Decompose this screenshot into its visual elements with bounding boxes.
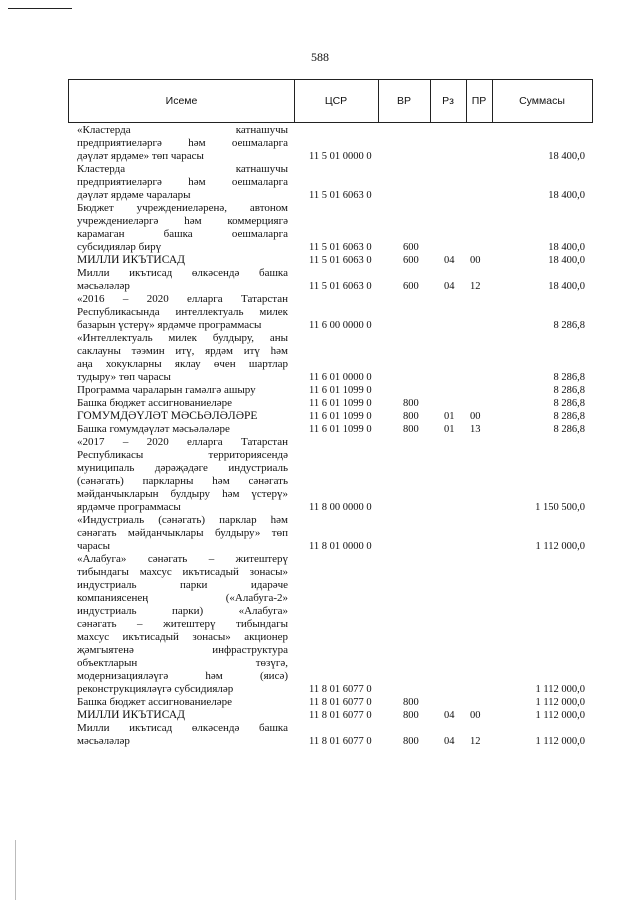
table-row xyxy=(0,163,640,202)
row-name xyxy=(77,384,288,397)
row-name-line: предприятиеләргә һәм оешмаларга xyxy=(77,137,288,149)
row-rz: 01 xyxy=(444,424,455,435)
row-name-line: махсус икътисадый зонасы» акционер xyxy=(77,631,288,643)
row-name-line: МИЛЛИ ИКЪТИСАД xyxy=(77,709,185,721)
row-csr: 11 8 01 6077 0 xyxy=(309,710,372,721)
row-name xyxy=(77,410,288,423)
table-row xyxy=(0,293,640,332)
table-row xyxy=(0,202,640,254)
row-name-line: индустриаль парки) «Алабуга» xyxy=(77,605,288,617)
row-csr: 11 8 01 6077 0 xyxy=(309,697,372,708)
row-name-line: предприятиеләргә һәм оешмаларга xyxy=(77,176,288,188)
table-row xyxy=(0,397,640,410)
row-csr: 11 8 00 0000 0 xyxy=(309,502,372,513)
row-name-line: сәнәгать мәйданчыклары булдыру» төп xyxy=(77,527,288,539)
margin-mark xyxy=(15,840,16,900)
row-name-line: Республикасы территориясендә xyxy=(77,449,288,461)
row-name xyxy=(77,254,288,267)
row-name-line: чарасы xyxy=(77,540,111,552)
row-name-line: Башка бюджет ассигнованиеләре xyxy=(77,696,232,708)
table-row xyxy=(0,722,640,748)
row-sum: 1 112 000,0 xyxy=(535,697,585,708)
row-name-line: объектларын төзүгә, xyxy=(77,657,288,669)
row-sum: 18 400,0 xyxy=(548,242,585,253)
row-vr: 600 xyxy=(403,242,419,253)
row-csr: 11 5 01 6063 0 xyxy=(309,281,372,292)
row-csr: 11 5 01 0000 0 xyxy=(309,151,372,162)
row-name-line: карамаган башка оешмаларга xyxy=(77,228,288,240)
row-csr: 11 6 01 0000 0 xyxy=(309,372,372,383)
row-pr: 12 xyxy=(470,281,481,292)
row-name-line: тудыру» төп чарасы xyxy=(77,371,171,383)
row-name-line: тибындагы махсус икътисадый зонасы» xyxy=(77,566,288,578)
row-sum: 18 400,0 xyxy=(548,190,585,201)
row-csr: 11 6 01 1099 0 xyxy=(309,424,372,435)
row-name-line: индустриаль парки идарәче xyxy=(77,579,288,591)
header-vr: ВР xyxy=(378,80,431,122)
row-csr: 11 8 01 0000 0 xyxy=(309,541,372,552)
row-name-line: ярдәмче программасы xyxy=(77,501,181,513)
row-name-line: дәүләт ярдәме чаралары xyxy=(77,189,191,201)
table-row xyxy=(0,267,640,293)
row-sum: 1 112 000,0 xyxy=(535,710,585,721)
row-name-line: Милли икътисад өлкәсендә башка xyxy=(77,267,288,279)
row-name xyxy=(77,696,288,709)
row-csr: 11 5 01 6063 0 xyxy=(309,190,372,201)
row-name-line: Башка гомумдәүләт мәсьәләләре xyxy=(77,423,230,435)
row-vr: 800 xyxy=(403,398,419,409)
row-name xyxy=(77,722,288,748)
row-sum: 18 400,0 xyxy=(548,255,585,266)
header-name: Исеме xyxy=(69,80,295,122)
row-sum: 8 286,8 xyxy=(553,372,585,383)
row-name-line: «Индустриаль (сәнәгать) парклар һәм xyxy=(77,514,288,526)
row-name-line: аңа хокукларны яклау өчен шартлар xyxy=(77,358,288,370)
row-name-line: (сәнәгать) паркларны һәм сәнәгать xyxy=(77,475,288,487)
row-name xyxy=(77,124,288,163)
row-vr: 800 xyxy=(403,697,419,708)
row-name-line: базарын үстерү» ярдәмче программасы xyxy=(77,319,262,331)
row-name xyxy=(77,163,288,202)
row-name xyxy=(77,332,288,384)
row-rz: 04 xyxy=(444,736,455,747)
row-name-line: «2017 – 2020 елларга Татарстан xyxy=(77,436,288,448)
row-name xyxy=(77,397,288,410)
table-row xyxy=(0,254,640,267)
row-sum: 1 112 000,0 xyxy=(535,541,585,552)
row-name xyxy=(77,709,288,722)
row-sum: 8 286,8 xyxy=(553,385,585,396)
header-sum: Суммасы xyxy=(519,95,565,107)
row-name-line: Республикасында интеллектуаль милек xyxy=(77,306,288,318)
row-name xyxy=(77,553,288,696)
row-sum: 8 286,8 xyxy=(553,411,585,422)
row-rz: 04 xyxy=(444,255,455,266)
page-number: 588 xyxy=(311,50,329,64)
row-name-line: модернизацияләүгә һәм (яисә) xyxy=(77,670,288,682)
row-sum: 8 286,8 xyxy=(553,320,585,331)
row-vr: 800 xyxy=(403,710,419,721)
table-row xyxy=(0,436,640,514)
row-sum: 8 286,8 xyxy=(553,424,585,435)
row-pr: 13 xyxy=(470,424,481,435)
header-pr: ПР xyxy=(466,80,493,122)
row-vr: 800 xyxy=(403,411,419,422)
row-csr: 11 6 01 1099 0 xyxy=(309,411,372,422)
row-pr: 00 xyxy=(470,255,481,266)
row-name-line: учреждениеләргә һәм коммерциягә xyxy=(77,215,288,227)
table-row xyxy=(0,514,640,553)
row-name-line: дәүләт ярдәме» төп чарасы xyxy=(77,150,204,162)
row-sum: 1 150 500,0 xyxy=(535,502,585,513)
row-rz: 04 xyxy=(444,281,455,292)
row-name-line: саклауны тәэмин итү, ярдәм итү һәм xyxy=(77,345,288,357)
table-row xyxy=(0,553,640,696)
table-row xyxy=(0,696,640,709)
table-row xyxy=(0,384,640,397)
row-pr: 12 xyxy=(470,736,481,747)
row-rz: 04 xyxy=(444,710,455,721)
row-sum: 18 400,0 xyxy=(548,281,585,292)
row-sum: 8 286,8 xyxy=(553,398,585,409)
row-name-line: субсидияләр бирү xyxy=(77,241,162,253)
row-sum: 18 400,0 xyxy=(548,151,585,162)
row-name-line: «Кластерда катнашучы xyxy=(77,124,288,136)
row-vr: 800 xyxy=(403,424,419,435)
row-name-line: компаниясенең («Алабуга-2» xyxy=(77,592,288,604)
row-name-line: «Интеллектуаль милек булдыру, аны xyxy=(77,332,288,344)
row-name-line: Кластерда катнашучы xyxy=(77,163,288,175)
row-name-line: мәсьәләләр xyxy=(77,280,130,292)
row-vr: 600 xyxy=(403,281,419,292)
row-rz: 01 xyxy=(444,411,455,422)
row-name xyxy=(77,436,288,514)
row-name-line: «2016 – 2020 елларга Татарстан xyxy=(77,293,288,305)
row-name xyxy=(77,202,288,254)
row-name xyxy=(77,514,288,553)
table-row xyxy=(0,124,640,163)
table-row xyxy=(0,332,640,384)
row-name xyxy=(77,423,288,436)
row-csr: 11 6 01 1099 0 xyxy=(309,385,372,396)
row-csr: 11 5 01 6063 0 xyxy=(309,242,372,253)
row-name-line: Милли икътисад өлкәсендә башка xyxy=(77,722,288,734)
header-csr: ЦСР xyxy=(294,80,379,122)
row-name-line: Башка бюджет ассигнованиеләре xyxy=(77,397,232,409)
row-name xyxy=(77,293,288,332)
row-csr: 11 5 01 6063 0 xyxy=(309,255,372,266)
table-row xyxy=(0,423,640,436)
row-name xyxy=(77,267,288,293)
row-name-line: Бюджет учреждениеләренә, автоном xyxy=(77,202,288,214)
row-name-line: җәмгыятенә инфраструктура xyxy=(77,644,288,656)
row-csr: 11 6 01 1099 0 xyxy=(309,398,372,409)
table-row xyxy=(0,709,640,722)
row-name-line: мәсьәләләр xyxy=(77,735,130,747)
row-name-line: мәйданчыкларын булдыру һәм үстерү» xyxy=(77,488,288,500)
row-vr: 800 xyxy=(403,736,419,747)
row-pr: 00 xyxy=(470,411,481,422)
row-name-line: ГОМУМДӘҮЛӘТ МӘСЬӘЛӘЛӘРЕ xyxy=(77,410,258,422)
row-vr: 600 xyxy=(403,255,419,266)
row-name-line: муниципаль дәрәҗәдәге индустриаль xyxy=(77,462,288,474)
row-name-line: Программа чараларын гамәлгә ашыру xyxy=(77,384,256,396)
row-sum: 1 112 000,0 xyxy=(535,684,585,695)
table-row xyxy=(0,410,640,423)
row-name-line: сәнәгать – житештерү тибындагы xyxy=(77,618,288,630)
row-name-line: МИЛЛИ ИКЪТИСАД xyxy=(77,254,185,266)
row-csr: 11 8 01 6077 0 xyxy=(309,736,372,747)
row-sum: 1 112 000,0 xyxy=(535,736,585,747)
row-csr: 11 8 01 6077 0 xyxy=(309,684,372,695)
row-csr: 11 6 00 0000 0 xyxy=(309,320,372,331)
row-pr: 00 xyxy=(470,710,481,721)
header-rz: Рз xyxy=(430,80,467,122)
row-name-line: реконструкцияләүгә субсидияләр xyxy=(77,683,234,695)
row-name-line: «Алабуга» сәнәгать – житештерү xyxy=(77,553,288,565)
